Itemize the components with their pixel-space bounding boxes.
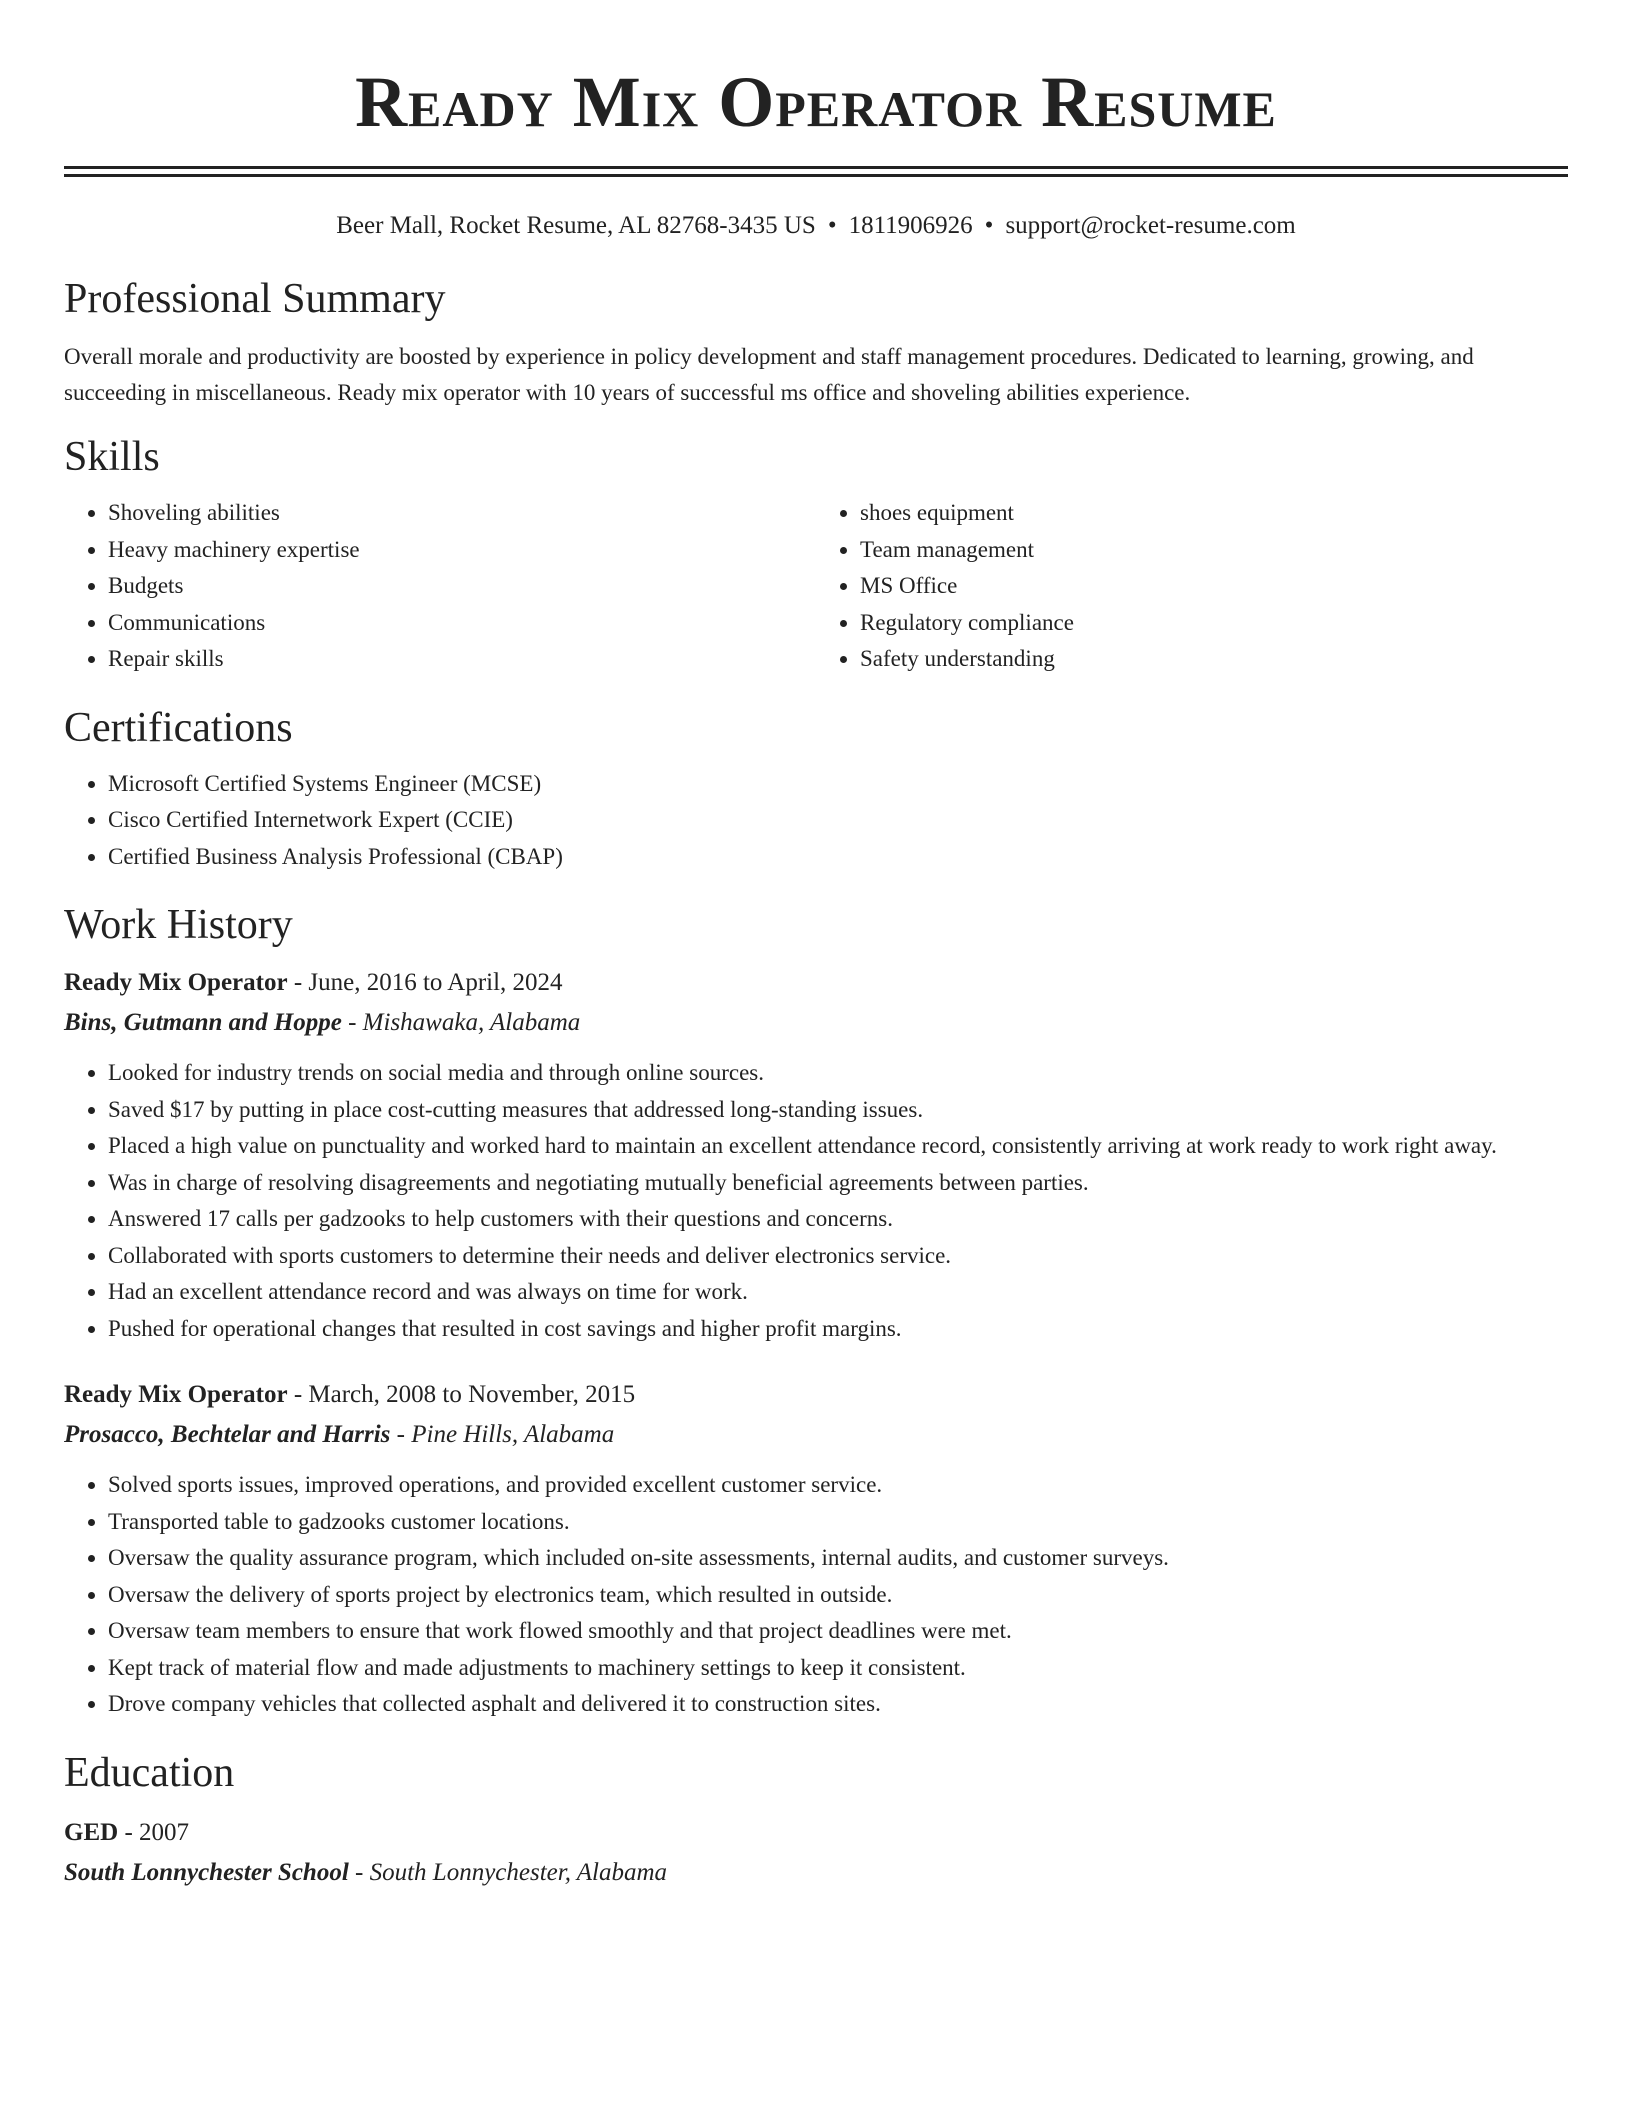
job-duty: • Oversaw team members to ensure that work flowed smoothly and that project deadlines were met. <box>108 1613 1568 1650</box>
skill-item: • Heavy machinery expertise <box>108 532 816 569</box>
job-duty: • Saved $17 by putting in place cost-cutting measures that addressed long-standing issues. <box>108 1092 1568 1129</box>
title-rule-top <box>64 166 1568 169</box>
education-school: South Lonnychester School <box>64 1858 349 1886</box>
certifications-list <box>64 766 1568 876</box>
job-duty: • Collaborated with sports customers to determine their needs and deliver electronics service. <box>108 1238 1568 1275</box>
job-company: Bins, Gutmann and Hoppe <box>64 1009 342 1036</box>
job-duty: • Solved sports issues, improved operations, and provided excellent customer service. <box>108 1467 1568 1504</box>
skill-item: • Safety understanding <box>860 641 1568 678</box>
contact-separator: • <box>984 212 994 239</box>
job-duty: • Oversaw the quality assurance program, which included on-site assessments, internal audits, and customer surveys. <box>108 1540 1568 1577</box>
job-title: Ready Mix Operator <box>64 1381 288 1408</box>
job-dates: - June, 2016 to April, 2024 <box>287 969 563 996</box>
certification-item: • Microsoft Certified Systems Engineer (MCSE) <box>108 766 1568 803</box>
skill-item: • Regulatory compliance <box>860 605 1568 642</box>
education-location: - South Lonnychester, Alabama <box>348 1858 668 1886</box>
certification-item: • Cisco Certified Internetwork Expert (CCIE) <box>108 802 1568 839</box>
skills-section <box>64 429 1568 678</box>
job-duty: • Transported table to gadzooks customer locations. <box>108 1504 1568 1541</box>
job-duty: • Looked for industry trends on social media and through online sources. <box>108 1055 1568 1092</box>
contact-address: Beer Mall, Rocket Resume, AL 82768-3435 US <box>336 212 816 239</box>
skill-item: • Shoveling abilities <box>108 495 816 532</box>
summary-heading: Professional Summary <box>64 276 446 322</box>
education-entry <box>64 1813 1568 1893</box>
education-section <box>64 1745 1568 1893</box>
certifications-heading: Certifications <box>64 704 293 751</box>
education-school-line <box>64 1853 1568 1893</box>
job-location: - Mishawaka, Alabama <box>341 1009 581 1036</box>
title-rule-bottom <box>64 174 1568 177</box>
job-company: Prosacco, Bechtelar and Harris <box>64 1421 391 1448</box>
job-entry <box>64 963 1568 1347</box>
job-duty: • Kept track of material flow and made adjustments to machinery settings to keep it consistent. <box>108 1650 1568 1687</box>
contact-email: support@rocket-resume.com <box>1005 212 1296 239</box>
skill-item: • Team management <box>860 532 1568 569</box>
skills-list-right <box>816 495 1568 678</box>
education-heading: Education <box>64 1749 235 1796</box>
skill-item: • Budgets <box>108 568 816 605</box>
contact-phone: 1811906926 <box>848 212 973 239</box>
job-duty: • Oversaw the delivery of sports project by electronics team, which resulted in outside. <box>108 1577 1568 1614</box>
job-title: Ready Mix Operator <box>64 969 288 996</box>
job-company-line <box>64 1003 1568 1043</box>
contact-separator: • <box>827 212 837 239</box>
skill-item: • Communications <box>108 605 816 642</box>
summary-text: Overall morale and productivity are boosted by experience in policy development and staff management procedures. Dedicated to learning, growing, and succeeding in miscellaneous. Ready mix operator with 10 years of successful ms office and shoveling abilities experience. <box>64 344 1474 405</box>
certifications-section <box>64 700 1568 876</box>
skills-heading: Skills <box>64 434 160 480</box>
job-company-line <box>64 1415 1568 1455</box>
skill-item: • MS Office <box>860 568 1568 605</box>
job-header <box>64 963 1568 1003</box>
education-degree: GED <box>64 1818 119 1846</box>
job-dates: - March, 2008 to November, 2015 <box>287 1381 636 1408</box>
work-history-heading: Work History <box>64 902 293 948</box>
job-duty: • Drove company vehicles that collected asphalt and delivered it to construction sites. <box>108 1686 1568 1723</box>
skill-item: • shoes equipment <box>860 495 1568 532</box>
job-duty: • Placed a high value on punctuality and worked hard to maintain an excellent attendance record, consistently arriving at work ready to work right away. <box>108 1128 1568 1165</box>
education-year: - 2007 <box>118 1818 190 1846</box>
summary-section <box>64 271 1568 411</box>
education-degree-line <box>64 1813 1568 1853</box>
work-history-section <box>64 897 1568 1723</box>
job-header <box>64 1375 1568 1415</box>
job-duties-list <box>64 1055 1568 1347</box>
job-duty: • Pushed for operational changes that resulted in cost savings and higher profit margins. <box>108 1311 1568 1348</box>
resume-title: Ready Mix Operator Resume <box>355 62 1277 142</box>
job-location: - Pine Hills, Alabama <box>390 1421 615 1448</box>
job-entry <box>64 1375 1568 1723</box>
skill-item: • Repair skills <box>108 641 816 678</box>
certification-item: • Certified Business Analysis Professional (CBAP) <box>108 839 1568 876</box>
skills-columns <box>64 485 1568 678</box>
job-duty: • Had an excellent attendance record and was always on time for work. <box>108 1274 1568 1311</box>
skills-list-left <box>64 495 816 678</box>
job-duty: • Was in charge of resolving disagreements and negotiating mutually beneficial agreements between parties. <box>108 1165 1568 1202</box>
contact-line <box>64 209 1568 243</box>
job-duties-list <box>64 1467 1568 1723</box>
job-duty: • Answered 17 calls per gadzooks to help customers with their questions and concerns. <box>108 1201 1568 1238</box>
